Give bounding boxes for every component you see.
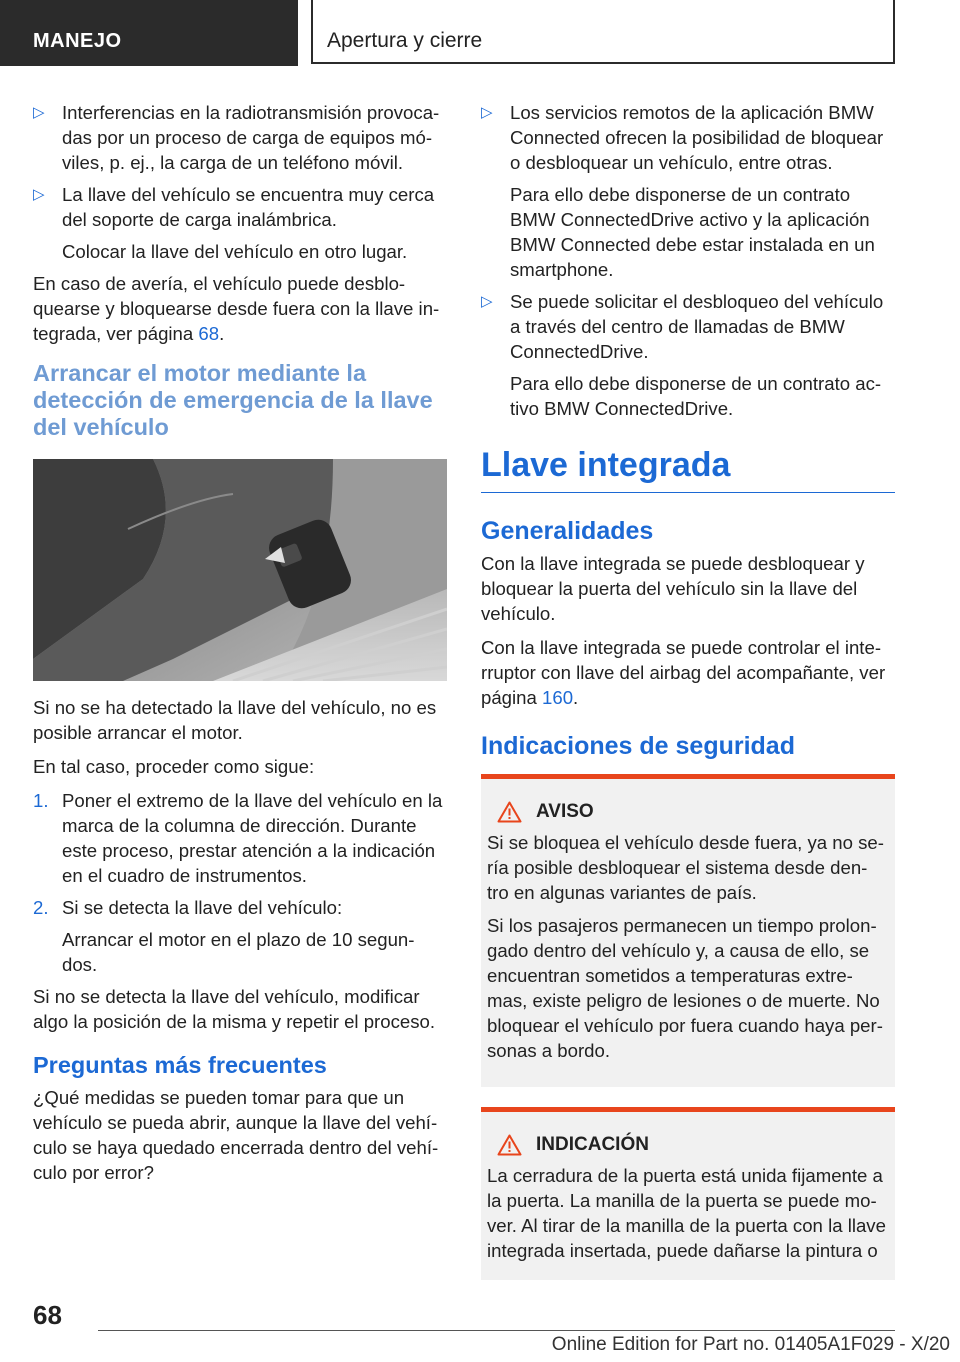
page-link[interactable]: 160: [542, 687, 574, 708]
left-column: [33, 100, 447, 1194]
step-text: Si se detecta la llave del vehículo:: [62, 897, 343, 918]
notice-box: [481, 1107, 895, 1280]
list-item-subtext: Para ello debe disponerse de un contrato BMW ConnectedDrive activo y la aplicación BMW Connected debe estar instalada en un smartphone.: [510, 184, 875, 280]
warning-triangle-icon: [497, 801, 522, 823]
paragraph: ¿Qué medidas se pueden tomar para que un vehículo se pueda abrir, aunque la llave del vehí-culo se haya quedado encerrada dentro del vehí-culo por error?: [33, 1087, 439, 1183]
warning-text: Si se bloquea el vehículo desde fuera, ya no se-ría posible desbloquear el sistema desde den-tro en algunas variantes de país.: [487, 832, 884, 903]
notice-title: INDICACIÓN: [487, 1132, 887, 1157]
paragraph: En tal caso, proceder como sigue:: [33, 756, 315, 777]
warning-text: Si los pasajeros permanecen un tiempo prolon-gado dentro del vehículo y, a causa de ello, se encuentran sometidos a temperaturas extre-mas, existe peligro de lesiones o de muerte. No bloquear el vehículo por fuera cuando haya per-sonas a bordo.: [487, 915, 883, 1061]
step-number: 1.: [33, 790, 49, 811]
footer-divider: [98, 1330, 895, 1331]
list-item-text: La llave del vehículo se encuentra muy cerca del soporte de carga inalámbrica.: [62, 184, 435, 230]
section-heading: Arrancar el motor mediante la detección de emergencia de la llave del vehículo: [33, 360, 433, 440]
paragraph: Si no se detecta la llave del vehículo, modificar algo la posición de la misma y repetir el proceso.: [33, 986, 436, 1032]
page-link[interactable]: 68: [198, 323, 220, 344]
triangle-bullet-icon: ▷: [33, 104, 45, 121]
step-item: [33, 788, 447, 888]
chapter-heading: Llave integrada: [481, 445, 895, 493]
step-subtext: Arrancar el motor en el plazo de 10 segun-dos.: [62, 929, 415, 975]
list-item-text: Se puede solicitar el desbloqueo del vehículo a través del centro de llamadas de BMW ConnectedDrive.: [510, 291, 884, 362]
list-item-text: Los servicios remotos de la aplicación BMW Connected ofrecen la posibilidad de bloquear o desbloquear un vehículo, entre otras.: [510, 102, 884, 173]
section-heading: Indicaciones de seguridad: [481, 732, 795, 760]
footer-edition: Online Edition for Part no. 01405A1F029 - X/20: [551, 1334, 950, 1355]
paragraph: Con la llave integrada se puede controlar el inte-rruptor con llave del airbag del acompañante, ver página 160.: [481, 637, 886, 708]
triangle-bullet-icon: ▷: [481, 293, 493, 310]
paragraph: Si no se ha detectado la llave del vehículo, no es posible arrancar el motor.: [33, 697, 437, 743]
right-column: [481, 100, 895, 1300]
section-tab: MANEJO: [0, 0, 298, 66]
list-item-text: Interferencias en la radiotransmisión provoca-das por un proceso de carga de equipos mó-viles, p. ej., la carga de un teléfono móvil.: [62, 102, 440, 173]
warning-title: AVISO: [487, 799, 887, 824]
list-item: [33, 182, 447, 264]
notice-text: La cerradura de la puerta está unida fijamente a la puerta. La manilla de la puerta se puede mo-ver. Al tirar de la manilla de la puerta con la llave integrada insertada, puede dañarse la pintura o: [487, 1165, 886, 1261]
warning-box: [481, 774, 895, 1087]
key-slot-photo: [33, 459, 447, 681]
step-text: Poner el extremo de la llave del vehículo en la marca de la columna de dirección. Durante este proceso, prestar atención a la indicación en el cuadro de instrumentos.: [62, 790, 443, 886]
triangle-bullet-icon: ▷: [33, 186, 45, 203]
list-item: [481, 100, 895, 282]
section-heading: Generalidades: [481, 517, 654, 545]
list-item-subtext: Colocar la llave del vehículo en otro lugar.: [62, 241, 408, 262]
triangle-bullet-icon: ▷: [481, 104, 493, 121]
list-item: [481, 289, 895, 421]
step-item: [33, 895, 447, 977]
section-heading: Preguntas más frecuentes: [33, 1052, 327, 1078]
warning-triangle-icon: [497, 1134, 522, 1156]
step-number: 2.: [33, 897, 49, 918]
paragraph: Con la llave integrada se puede desbloquear y bloquear la puerta del vehículo sin la llave del vehículo.: [481, 553, 865, 624]
page-header: [0, 0, 960, 66]
list-item: [33, 100, 447, 175]
page-number: 68: [33, 1300, 62, 1330]
chapter-title: Apertura y cierre: [311, 0, 895, 64]
list-item-subtext: Para ello debe disponerse de un contrato ac-tivo BMW ConnectedDrive.: [510, 373, 882, 419]
paragraph: En caso de avería, el vehículo puede desblo-quearse y bloquearse desde fuera con la llave in-tegrada, ver página 68.: [33, 273, 440, 344]
